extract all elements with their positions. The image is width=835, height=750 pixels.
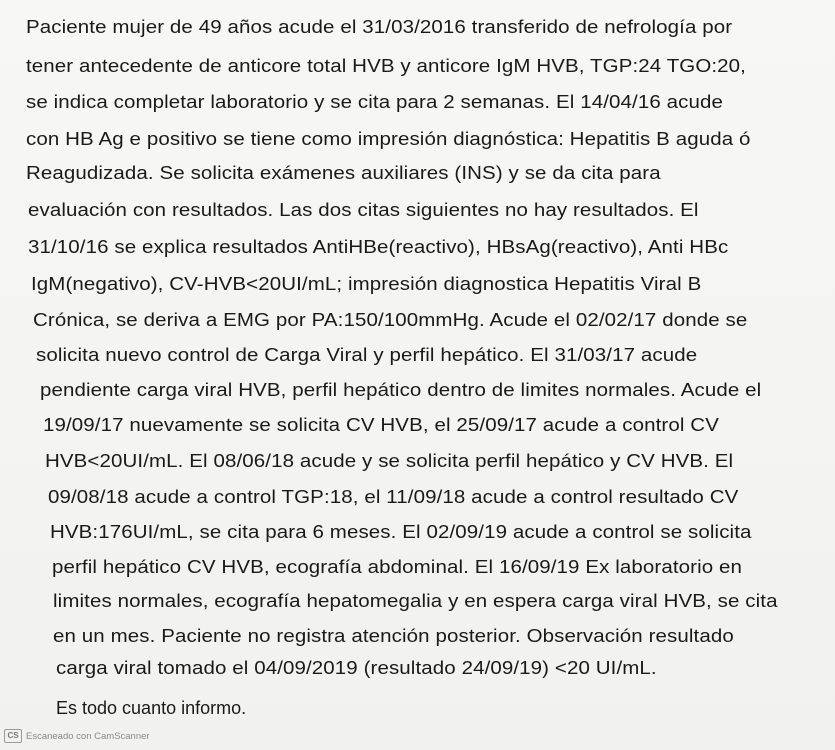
report-line: tener antecedente de anticore total HVB y anticore IgM HVB, TGP:24 TGO:20,: [26, 55, 746, 76]
report-line: limites normales, ecografía hepatomegalia y en espera carga viral HVB, se cita: [53, 590, 778, 611]
report-line: pendiente carga viral HVB, perfil hepático dentro de limites normales. Acude el: [40, 379, 762, 400]
report-line: con HB Ag e positivo se tiene como impresión diagnóstica: Hepatitis B aguda ó: [26, 128, 751, 149]
report-line: evaluación con resultados. Las dos citas siguientes no hay resultados. El: [28, 199, 699, 220]
report-line: Reagudizada. Se solicita exámenes auxiliares (INS) y se da cita para: [26, 162, 661, 183]
camscanner-logo-icon: CS: [4, 729, 22, 743]
report-line: solicita nuevo control de Carga Viral y perfil hepático. El 31/03/17 acude: [36, 344, 698, 365]
report-line: perfil hepático CV HVB, ecografía abdominal. El 16/09/19 Ex laboratorio en: [52, 556, 743, 577]
report-line: 19/09/17 nuevamente se solicita CV HVB, el 25/09/17 acude a control CV: [43, 414, 719, 435]
report-line: HVB<20UI/mL. El 08/06/18 acude y se solicita perfil hepático y CV HVB. El: [45, 450, 734, 471]
report-line: Paciente mujer de 49 años acude el 31/03/2016 transferido de nefrología por: [26, 16, 733, 37]
report-line: 09/08/18 acude a control TGP:18, el 11/09/18 acude a control resultado CV: [48, 486, 739, 507]
report-line: IgM(negativo), CV-HVB<20UI/mL; impresión diagnostica Hepatitis Viral B: [31, 273, 702, 294]
report-line: 31/10/16 se explica resultados AntiHBe(reactivo), HBsAg(reactivo), Anti HBc: [28, 236, 729, 257]
report-line: en un mes. Paciente no registra atención posterior. Observación resultado: [53, 625, 734, 646]
watermark-text: Escaneado con CamScanner: [26, 730, 150, 742]
report-line: Crónica, se deriva a EMG por PA:150/100mmHg. Acude el 02/02/17 donde se: [33, 309, 748, 330]
report-line: se indica completar laboratorio y se cita para 2 semanas. El 14/04/16 acude: [26, 91, 723, 112]
report-line: carga viral tomado el 04/09/2019 (resultado 24/09/19) <20 UI/mL.: [56, 657, 657, 678]
closing-statement: Es todo cuanto informo.: [56, 698, 247, 718]
report-line: HVB:176UI/mL, se cita para 6 meses. El 02/09/19 acude a control se solicita: [50, 521, 752, 542]
camscanner-watermark: [4, 729, 150, 743]
